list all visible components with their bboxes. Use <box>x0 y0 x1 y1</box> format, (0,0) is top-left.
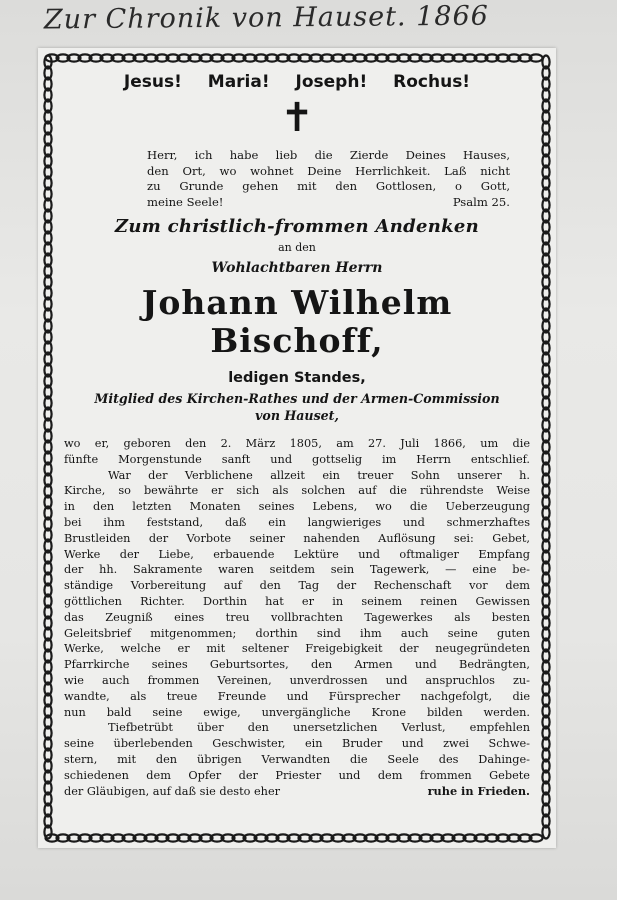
obituary-line: wie auch frommen Vereinen, unverdrossen und anspruchlos zu- <box>64 673 530 687</box>
obituary-line: göttlichen Richter. Dorthin hat er in seinem reinen Gewissen <box>64 594 530 608</box>
cross-icon: ✝ <box>280 95 314 141</box>
membership-line: Mitglied des Kirchen-Rathes und der Armen-Commission <box>94 391 500 406</box>
obituary-line: Werke, welche er mit seltener Freigebigkeit der neugegründeten <box>64 642 530 656</box>
memorial-card <box>38 48 556 848</box>
marital-status: ledigen Standes, <box>228 370 366 386</box>
obituary-line: wo er, geboren den 2. März 1805, am 27. Juli 1866, um die <box>64 437 530 450</box>
obituary-line: bei ihm feststand, daß ein langwieriges und schmerzhaftes <box>64 515 530 529</box>
obituary-line: Geleitsbrief mitgenommen; dorthin sind ihm auch seine guten <box>64 626 530 640</box>
card-content <box>64 70 530 799</box>
obituary-line: Tiefbetrübt über den unersetzlichen Verlust, empfehlen <box>108 721 530 735</box>
obituary-line: nun bald seine ewige, unvergängliche Krone bilden werden. <box>64 705 530 719</box>
obituary-line: Kirche, so bewährte er sich als solchen auf die rührendste Weise <box>64 484 530 498</box>
rest-in-peace: ruhe in Frieden. <box>427 783 530 798</box>
psalm-line: den Ort, wo wohnet Deine Herrlichkeit. Laß nicht <box>147 163 510 178</box>
psalm-line: zu Grunde gehen mit den Gottlosen, o Gott, <box>147 179 510 193</box>
obituary-line: Brustleiden der Vorbote seiner nahenden Auflösung sei: Gebet, <box>64 531 530 545</box>
saint-jesus: Jesus! <box>123 72 182 92</box>
saint-joseph: Joseph! <box>295 72 368 92</box>
obituary-line: schiedenen dem Opfer der Priester und dem frommen Gebete <box>64 768 530 782</box>
an-den-text: an den <box>278 241 316 254</box>
obituary-line: fünfte Morgenstunde sanft und gottselig im Herrn entschlief. <box>64 452 530 466</box>
obituary-line: das Zeugniß eines treu vollbrachten Tagewerkes als besten <box>64 610 530 624</box>
obituary-line: ständige Vorbereitung auf den Tag der Rechenschaft vor dem <box>64 579 530 593</box>
membership-line: von Hauset, <box>255 408 339 423</box>
obituary-line: seine überlebenden Geschwister, ein Bruder und zwei Schwe- <box>64 737 530 751</box>
obituary-line: in den letzten Monaten seines Lebens, wo die Ueberzeugung <box>64 500 530 514</box>
obituary-line: Pfarrkirche seines Geburtsortes, den Armen und Bedrängten, <box>64 658 530 672</box>
saints-header <box>64 72 530 92</box>
saint-rochus: Rochus! <box>393 72 471 92</box>
obituary-text <box>64 436 530 799</box>
saint-maria: Maria! <box>207 72 270 92</box>
obituary-line: wandte, als treue Freunde und Fürsprecher nachgefolgt, die <box>64 689 530 703</box>
obituary-line: der Gläubigen, auf daß sie desto eher <box>64 784 281 798</box>
obituary-line: stern, mit den übrigen Verwandten die Seele des Dahinge- <box>64 752 530 766</box>
memorial-title: Zum christlich-frommen Andenken <box>114 216 480 237</box>
psalm-reference: Psalm 25. <box>452 194 510 209</box>
psalm-quote <box>147 148 510 210</box>
deceased-name: Johann Wilhelm Bischoff, <box>141 283 453 360</box>
psalm-line: Herr, ich habe lieb die Zierde Deines Hauses, <box>147 148 510 162</box>
obituary-line: Werke der Liebe, erbauende Lektüre und oftmaliger Empfang <box>64 547 530 561</box>
membership-text <box>64 390 530 424</box>
psalm-line: meine Seele! <box>147 194 224 209</box>
honorific-title: Wohlachtbaren Herrn <box>211 260 383 276</box>
handwritten-annotation: Zur Chronik von Hauset. 1866 <box>43 0 489 36</box>
obituary-line: War der Verblichene allzeit ein treuer Sohn unserer h. <box>108 468 530 482</box>
obituary-line: der hh. Sakramente waren seitdem sein Tagewerk, — eine be- <box>64 563 530 577</box>
